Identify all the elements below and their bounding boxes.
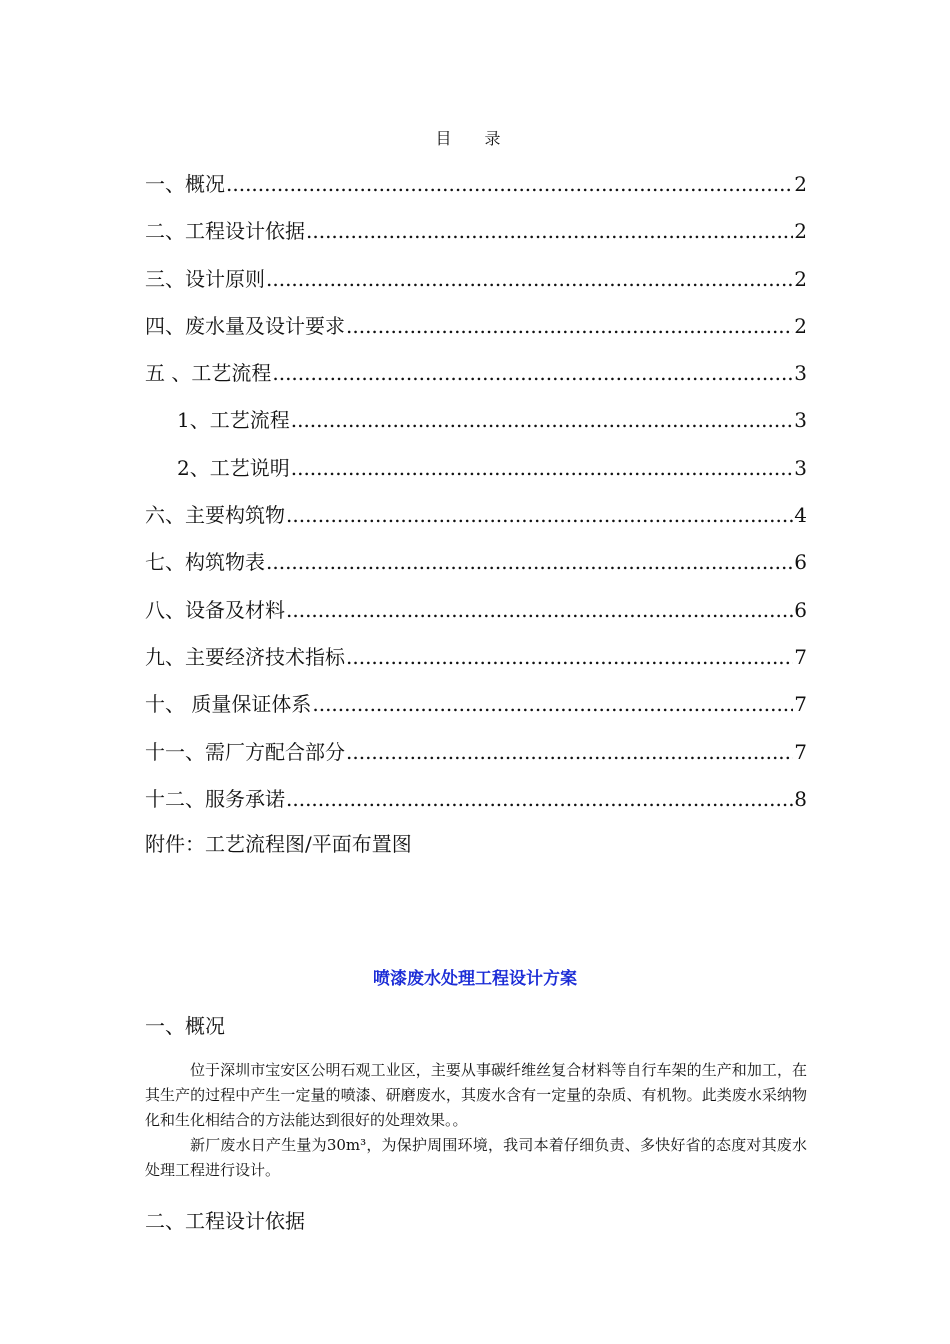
toc-entry[interactable] <box>145 639 807 686</box>
toc-leader-dots <box>226 166 793 202</box>
toc-leader-dots <box>346 639 793 675</box>
toc-entry-page: 2 <box>794 219 807 244</box>
toc-entry-label: 四、废水量及设计要求 <box>145 313 345 338</box>
document-title: 喷漆废水处理工程设计方案 <box>373 969 577 989</box>
toc-subentry[interactable] <box>145 402 807 449</box>
toc-leader-dots <box>286 781 793 817</box>
toc-entry[interactable] <box>145 355 807 402</box>
toc-entry[interactable] <box>145 781 807 828</box>
toc-entry-label: 二、工程设计依据 <box>145 219 305 244</box>
toc-entry-label: 八、设备及材料 <box>145 597 285 622</box>
toc-leader-dots <box>266 544 793 580</box>
toc-entry-page: 7 <box>794 692 807 717</box>
toc-entry-label: 九、主要经济技术指标 <box>145 644 345 669</box>
toc-entry-page: 2 <box>794 172 807 196</box>
toc-entry-label: 2、工艺说明 <box>177 455 290 480</box>
table-of-contents <box>145 166 807 828</box>
toc-entry[interactable] <box>145 497 807 544</box>
toc-leader-dots <box>266 261 793 297</box>
toc-entry-label: 十二、服务承诺 <box>145 786 285 811</box>
toc-entry[interactable] <box>145 544 807 591</box>
toc-entry[interactable] <box>145 261 807 308</box>
section-heading-overview: 一、概况 <box>145 1014 225 1038</box>
toc-entry[interactable] <box>145 213 807 260</box>
toc-entry[interactable] <box>145 166 807 213</box>
toc-entry-label: 六、主要构筑物 <box>145 503 285 528</box>
toc-leader-dots <box>306 213 793 249</box>
toc-leader-dots <box>346 308 793 344</box>
toc-entry-page: 7 <box>794 739 807 764</box>
section-heading-design-basis: 二、工程设计依据 <box>145 1209 305 1233</box>
toc-entry-label: 七、构筑物表 <box>145 550 265 575</box>
paragraph-overview-2: 新厂废水日产生量为30m³，为保护周围环境，我司本着仔细负责、多快好省的态度对其废水处理工程进行设计。 <box>145 1136 807 1179</box>
toc-subentry[interactable] <box>145 450 807 497</box>
toc-leader-dots <box>291 450 794 486</box>
toc-attachment-line: 附件：工艺流程图/平面布置图 <box>145 832 412 856</box>
toc-entry-page: 3 <box>794 455 807 480</box>
toc-entry-page: 3 <box>794 361 807 386</box>
toc-entry-page: 8 <box>794 786 807 811</box>
toc-leader-dots <box>272 355 793 391</box>
toc-entry-page: 4 <box>794 503 807 528</box>
toc-entry[interactable] <box>145 592 807 639</box>
paragraph-overview-1: 位于深圳市宝安区公明石观工业区，主要从事碳纤维丝复合材料等自行车架的生产和加工，在其生产的过程中产生一定量的喷漆、研磨废水，其废水含有一定量的杂质、有机物。此类废水采纳物化和生化相结合的方法能达到很好的处理效果。。 <box>145 1061 807 1129</box>
toc-entry-label: 十、 质量保证体系 <box>145 692 312 717</box>
toc-leader-dots <box>312 686 793 722</box>
toc-entry-label: 十一、需厂方配合部分 <box>145 739 345 764</box>
toc-leader-dots <box>286 592 793 628</box>
toc-entry-page: 2 <box>794 266 807 291</box>
toc-entry-page: 2 <box>794 313 807 338</box>
toc-entry-label: 一、概况 <box>145 172 225 196</box>
toc-leader-dots <box>291 402 794 438</box>
toc-entry-page: 7 <box>794 644 807 669</box>
toc-entry-page: 6 <box>794 550 807 575</box>
toc-entry-page: 3 <box>794 408 807 433</box>
toc-title: 目 录 <box>435 129 515 148</box>
toc-entry-label: 五 、工艺流程 <box>145 361 272 386</box>
toc-entry[interactable] <box>145 308 807 355</box>
toc-leader-dots <box>286 497 793 533</box>
toc-entry[interactable] <box>145 686 807 733</box>
toc-entry[interactable] <box>145 734 807 781</box>
toc-entry-label: 1、工艺流程 <box>177 408 290 433</box>
toc-leader-dots <box>346 734 793 770</box>
toc-entry-page: 6 <box>794 597 807 622</box>
toc-entry-label: 三、设计原则 <box>145 266 265 291</box>
